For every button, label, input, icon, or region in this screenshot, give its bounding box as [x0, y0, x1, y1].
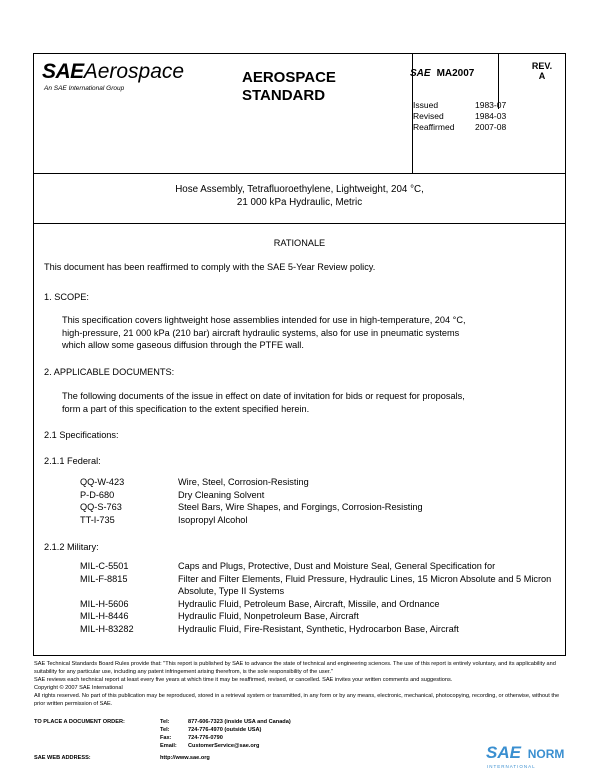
section-2-1-2-heading: 2.1.2 Military:: [44, 542, 99, 552]
list-item: [80, 573, 552, 598]
date-value: 1983-07: [475, 100, 507, 110]
spec-desc: Filter and Filter Elements, Fluid Pressure, Hydraulic Lines, 15 Micron Absolute and 5 Micron Absolute, Type II Systems: [178, 573, 552, 596]
spec-code: MIL-H-8446: [80, 611, 129, 621]
date-label: Reaffirmed: [413, 122, 455, 132]
spec-desc: Wire, Steel, Corrosion-Resisting: [178, 477, 309, 487]
rationale-heading: RATIONALE: [273, 238, 326, 248]
contact-label: Email:: [160, 743, 177, 749]
contact-value[interactable]: CustomerService@sae.org: [188, 743, 260, 749]
date-value: 1984-03: [475, 111, 507, 121]
spec-code: TT-I-735: [80, 514, 115, 525]
date-row: [413, 111, 506, 122]
watermark-tagline: INTERNATIONAL: [487, 764, 536, 769]
section-1-heading: 1. SCOPE:: [44, 292, 89, 302]
section-1-line: which allow some gaseous diffusion through the PTFE wall.: [62, 340, 304, 350]
dates-table: [413, 100, 506, 133]
spec-desc: Caps and Plugs, Protective, Dust and Moisture Seal, General Specification for: [178, 561, 496, 571]
logo-word: Aerospace: [83, 60, 185, 83]
section-1-line: This specification covers lightweight hose assemblies intended for use in high-temperature, 204 °C,: [62, 315, 466, 325]
logo-tagline: An SAE International Group: [44, 85, 125, 92]
footer: [34, 660, 566, 708]
footer-rules: SAE Technical Standards Board Rules provide that: "This report is published by SAE to advance the state of technical and engineering sciences. The use of this report is entirely voluntary, and its applicability and suitability for any particular use, including any patent infringement arising therefrom, is the sole responsibility of the user.": [34, 661, 556, 675]
watermark-brand: SAE: [486, 743, 521, 762]
spec-desc: Dry Cleaning Solvent: [178, 489, 265, 500]
contact-row: [160, 726, 291, 734]
title-line-2: STANDARD: [242, 87, 326, 104]
spec-code: MIL-C-5501: [80, 561, 129, 571]
list-item: [80, 489, 550, 502]
web-address-link[interactable]: http://www.sae.org: [160, 755, 210, 761]
contact-value: 724-776-0790: [188, 735, 223, 741]
page-title: [242, 69, 336, 105]
footer-copyright: Copyright © 2007 SAE International: [34, 685, 123, 691]
section-2-1-heading: 2.1 Specifications:: [44, 430, 119, 440]
spec-code: MIL-H-83282: [80, 623, 134, 634]
footer-review: SAE reviews each technical report at least every five years at which time it may be reaffirmed, revised, or cancelled. SAE invites your written comments and suggestions.: [34, 677, 453, 683]
watermark-word: NORM: [527, 747, 565, 761]
contact-label: Fax:: [160, 735, 172, 741]
spec-desc: Steel Bars, Wire Shapes, and Forgings, Corrosion-Resisting: [178, 502, 423, 512]
list-item: [80, 560, 552, 573]
date-row: [413, 100, 506, 111]
section-2-body: [62, 390, 465, 415]
section-1-body: [62, 314, 466, 352]
order-label: TO PLACE A DOCUMENT ORDER:: [34, 719, 125, 725]
contact-value: 724-776-4970 (outside USA): [188, 727, 262, 733]
spec-desc: Hydraulic Fluid, Fire-Resistant, Synthetic, Hydrocarbon Base, Aircraft: [178, 623, 459, 634]
federal-list: [80, 476, 550, 526]
rev-value: A: [538, 71, 546, 81]
date-row: [413, 122, 506, 133]
spec-code: MIL-F-8815: [80, 573, 128, 584]
date-label: Revised: [413, 111, 444, 121]
contact-row: [160, 718, 291, 726]
spec-code: MIL-H-5606: [80, 598, 129, 609]
section-1-line: high-pressure, 21 000 kPa (210 bar) aircraft hydraulic systems, also for use in pneumatic systems: [62, 327, 460, 338]
title-bottom-rule: [34, 223, 565, 224]
section-2-line: form a part of this specification to the extent specified herein.: [62, 403, 310, 414]
contact-value: 877-606-7323 (inside USA and Canada): [188, 719, 291, 725]
date-label: Issued: [413, 100, 439, 110]
doc-number-block: [410, 68, 474, 79]
web-label: SAE WEB ADDRESS:: [34, 755, 91, 761]
section-2-heading: 2. APPLICABLE DOCUMENTS:: [44, 367, 175, 377]
spec-desc: Hydraulic Fluid, Petroleum Base, Aircraft, Missile, and Ordnance: [178, 598, 440, 609]
sae-aerospace-logo: [42, 60, 184, 84]
doc-number: MA2007: [436, 68, 475, 79]
title-line-1: AEROSPACE: [242, 69, 336, 86]
section-2-1-1-heading: 2.1.1 Federal:: [44, 456, 101, 466]
footer-rights: All rights reserved. No part of this publication may be reproduced, stored in a retrieval system or transmitted, in any form or by any means, electronic, mechanical, photocopying, recording, or otherwise, without the prior written permission of SAE.: [34, 693, 560, 707]
contact-label: Tel:: [160, 719, 170, 725]
section-2-line: The following documents of the issue in effect on date of invitation for bids or request for proposals,: [62, 391, 465, 401]
contact-label: Tel:: [160, 727, 170, 733]
list-item: [80, 598, 552, 611]
spec-desc: Hydraulic Fluid, Nonpetroleum Base, Aircraft: [178, 611, 359, 621]
list-item: [80, 501, 550, 514]
document-title: [33, 183, 566, 209]
document-title-line-1: Hose Assembly, Tetrafluoroethylene, Lightweight, 204 °C,: [175, 184, 424, 195]
contact-row: [160, 734, 291, 742]
spec-code: QQ-S-763: [80, 502, 122, 512]
list-item: [80, 514, 550, 527]
list-item: [80, 476, 550, 489]
spec-code: QQ-W-423: [80, 477, 125, 487]
revision-block: [527, 61, 557, 81]
logo-brand: SAE: [42, 60, 84, 83]
rev-label: REV.: [531, 61, 553, 71]
spec-desc: Isopropyl Alcohol: [178, 514, 248, 525]
rationale-text: This document has been reaffirmed to comply with the SAE 5-Year Review policy.: [44, 262, 376, 272]
contact-list: [160, 718, 291, 750]
spec-code: P-D-680: [80, 489, 115, 500]
document-title-line-2: 21 000 kPa Hydraulic, Metric: [236, 197, 363, 208]
list-item: [80, 623, 552, 636]
list-item: [80, 610, 552, 623]
doc-logo: SAE: [410, 68, 431, 79]
header-bottom-rule: [34, 173, 565, 174]
watermark-logo: [486, 743, 564, 763]
contact-row: [160, 742, 291, 750]
date-value: 2007-08: [475, 122, 507, 132]
military-list: [80, 560, 552, 635]
